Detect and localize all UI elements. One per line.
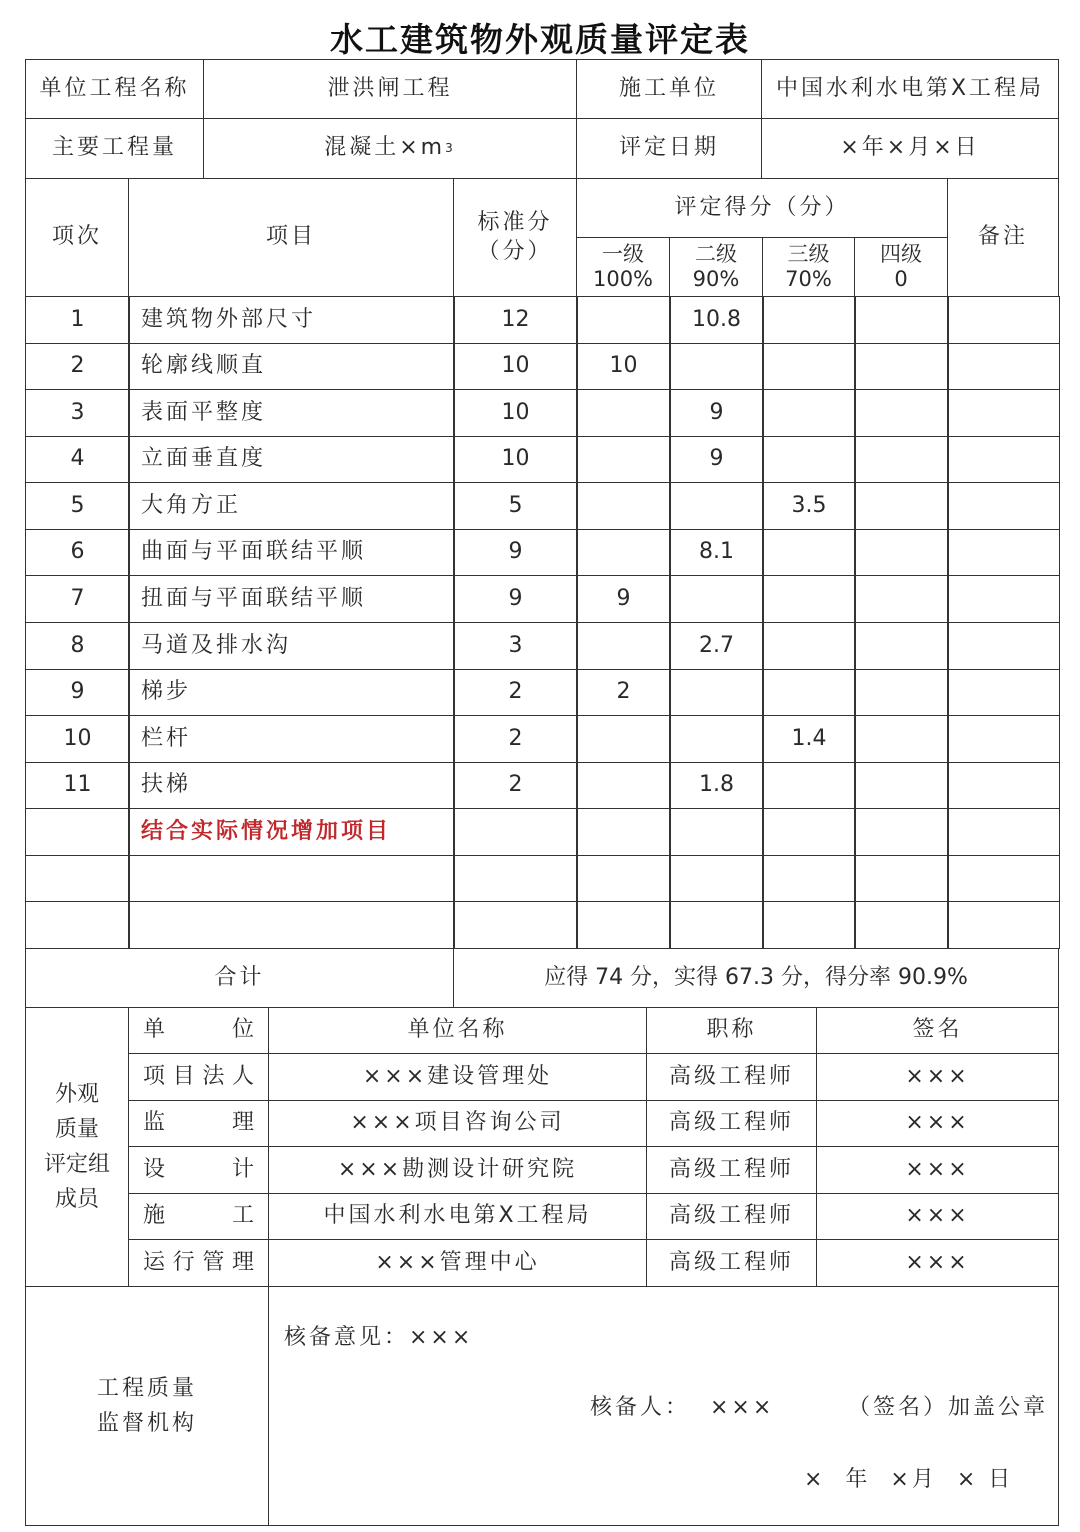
row-3-note-cell: [947, 389, 1060, 437]
member-role-char: 计: [231, 1156, 254, 1182]
row-11-g2-cell: 1.8: [669, 762, 764, 809]
row-10-g4-cell: [854, 715, 949, 763]
member-3-org: ×××勘测设计研究院: [268, 1146, 647, 1194]
row-11-note-cell: [947, 762, 1060, 809]
row-13-g4-cell: [854, 855, 949, 902]
col-grade4: [854, 237, 948, 297]
member-4-org: 中国水利水电第Ⅹ工程局: [268, 1193, 647, 1240]
quantity-unit-superscript: 3: [445, 140, 456, 155]
row-9-g2-cell: [669, 669, 764, 716]
row-1-item-cell: 建筑物外部尺寸: [128, 296, 455, 344]
col-grade1: [576, 237, 670, 297]
row-8-no-cell: 8: [25, 622, 130, 670]
row-12-std-cell: [453, 808, 578, 856]
member-4-sign: ×××: [816, 1193, 1059, 1240]
col-item: 项目: [128, 178, 454, 297]
row-5-std-cell: 5: [453, 482, 578, 530]
member-role-char: 目: [172, 1063, 195, 1089]
member-4-title: 高级工程师: [646, 1193, 817, 1240]
member-role-char: 行: [172, 1249, 195, 1275]
member-1-org: ×××建设管理处: [268, 1053, 647, 1101]
member-role-char: 项: [143, 1063, 166, 1089]
row-1-g3-cell: [762, 296, 856, 344]
row-8-std-cell: 3: [453, 622, 578, 670]
row-8-item-cell: 马道及排水沟: [128, 622, 455, 670]
row-1-g1-cell: [576, 296, 671, 344]
row-10-item-cell: 栏杆: [128, 715, 455, 763]
row-6-g1-cell: [576, 529, 671, 576]
row-6-no-cell: 6: [25, 529, 130, 576]
row-13-std-cell: [453, 855, 578, 902]
row-5-no-cell: 5: [25, 482, 130, 530]
row-9-item-cell: 梯步: [128, 669, 455, 716]
row-1-note-cell: [947, 296, 1060, 344]
row-13-g2-cell: [669, 855, 764, 902]
member-5-org: ×××管理中心: [268, 1239, 647, 1287]
row-9-g3-cell: [762, 669, 856, 716]
row-5-item-cell: 大角方正: [128, 482, 455, 530]
grade2-label: 二级: [695, 241, 737, 266]
member-role-char: 法: [202, 1063, 225, 1089]
row-14-note-cell: [947, 901, 1060, 949]
row-14-g4-cell: [854, 901, 949, 949]
row-9-no-cell: 9: [25, 669, 130, 716]
supervision-reviewer: 核备人： ×××: [590, 1395, 775, 1420]
row-4-g1-cell: [576, 436, 671, 483]
row-12-note-cell: [947, 808, 1060, 856]
row-10-note-cell: [947, 715, 1060, 763]
row-9-g4-cell: [854, 669, 949, 716]
member-2-org: ×××项目咨询公司: [268, 1100, 647, 1147]
row-14-g1-cell: [576, 901, 671, 949]
row-8-g4-cell: [854, 622, 949, 670]
row-4-no-cell: 4: [25, 436, 130, 483]
committee-label-1: 外观: [54, 1081, 99, 1107]
row-7-no-cell: 7: [25, 575, 130, 623]
contractor-label: 施工单位: [576, 59, 762, 119]
row-11-g4-cell: [854, 762, 949, 809]
row-1-g4-cell: [854, 296, 949, 344]
row-7-g1-cell: 9: [576, 575, 671, 623]
row-3-no-cell: 3: [25, 389, 130, 437]
quantity-label: 主要工程量: [25, 118, 204, 179]
supervision-date: × 年 ×月 × 日: [804, 1467, 1014, 1492]
member-1-title: 高级工程师: [646, 1053, 817, 1101]
committee-col-unit: [128, 1007, 269, 1054]
row-3-g3-cell: [762, 389, 856, 437]
row-13-no-cell: [25, 855, 130, 902]
row-6-g2-cell: 8.1: [669, 529, 764, 576]
member-1-role: [128, 1053, 269, 1101]
row-12-g3-cell: [762, 808, 856, 856]
member-3-sign: ×××: [816, 1146, 1059, 1194]
total-label: 合计: [25, 948, 454, 1008]
row-7-std-cell: 9: [453, 575, 578, 623]
date-value: ×年×月×日: [761, 118, 1059, 179]
row-10-g2-cell: [669, 715, 764, 763]
member-2-role: [128, 1100, 269, 1147]
row-3-item-cell: 表面平整度: [128, 389, 455, 437]
row-2-item-cell: 轮廓线顺直: [128, 343, 455, 390]
row-4-g2-cell: 9: [669, 436, 764, 483]
row-9-note-cell: [947, 669, 1060, 716]
col-no: 项次: [25, 178, 129, 297]
grade3-label: 三级: [787, 241, 830, 266]
supervision-label-1: 工程质量: [96, 1375, 197, 1401]
row-2-g3-cell: [762, 343, 856, 390]
row-11-item-cell: 扶梯: [128, 762, 455, 809]
form-title: 水工建筑物外观质量评定表: [330, 20, 750, 59]
grade4-pct: 0: [894, 267, 908, 291]
row-4-g3-cell: [762, 436, 856, 483]
member-4-role: [128, 1193, 269, 1240]
row-6-note-cell: [947, 529, 1060, 576]
row-12-no-cell: [25, 808, 130, 856]
row-8-g3-cell: [762, 622, 856, 670]
row-5-g4-cell: [854, 482, 949, 530]
member-5-sign: ×××: [816, 1239, 1059, 1287]
row-3-g1-cell: [576, 389, 671, 437]
row-7-g2-cell: [669, 575, 764, 623]
committee-label: [25, 1007, 129, 1287]
row-2-no-cell: 2: [25, 343, 130, 390]
row-13-g1-cell: [576, 855, 671, 902]
row-12-item-cell: 结合实际情况增加项目: [128, 808, 455, 856]
row-13-item-cell: [128, 855, 455, 902]
grade2-pct: 90%: [692, 267, 740, 291]
grade1-pct: 100%: [592, 267, 654, 291]
row-2-g2-cell: [669, 343, 764, 390]
row-3-std-cell: 10: [453, 389, 578, 437]
grade1-label: 一级: [602, 241, 644, 266]
row-2-g1-cell: 10: [576, 343, 671, 390]
row-12-g2-cell: [669, 808, 764, 856]
member-role-char: 监: [143, 1110, 166, 1136]
row-7-g3-cell: [762, 575, 856, 623]
member-2-sign: ×××: [816, 1100, 1059, 1147]
member-role-char: 运: [143, 1249, 166, 1275]
committee-col-title: 职称: [646, 1007, 817, 1054]
row-2-note-cell: [947, 343, 1060, 390]
member-role-char: 理: [231, 1249, 254, 1275]
col-standard-line2: （分）: [477, 238, 553, 264]
member-role-char: 设: [143, 1156, 166, 1182]
member-1-sign: ×××: [816, 1053, 1059, 1101]
row-6-std-cell: 9: [453, 529, 578, 576]
row-9-g1-cell: 2: [576, 669, 671, 716]
row-4-g4-cell: [854, 436, 949, 483]
committee-col-unit-a: 单: [143, 1017, 166, 1043]
row-6-item-cell: 曲面与平面联结平顺: [128, 529, 455, 576]
row-14-g3-cell: [762, 901, 856, 949]
col-grade3: [762, 237, 855, 297]
row-3-g4-cell: [854, 389, 949, 437]
row-4-note-cell: [947, 436, 1060, 483]
supervision-opinion: 核备意见：×××: [284, 1325, 474, 1350]
grade4-label: 四级: [880, 241, 922, 266]
grade3-pct: 70%: [785, 267, 832, 291]
row-6-g3-cell: [762, 529, 856, 576]
row-4-std-cell: 10: [453, 436, 578, 483]
row-1-g2-cell: 10.8: [669, 296, 764, 344]
row-11-std-cell: 2: [453, 762, 578, 809]
member-role-char: 管: [202, 1249, 225, 1275]
row-2-std-cell: 10: [453, 343, 578, 390]
row-8-note-cell: [947, 622, 1060, 670]
row-1-no-cell: 1: [25, 296, 130, 344]
committee-label-4: 成员: [54, 1187, 99, 1213]
row-7-item-cell: 扭面与平面联结平顺: [128, 575, 455, 623]
row-12-g4-cell: [854, 808, 949, 856]
row-7-note-cell: [947, 575, 1060, 623]
committee-label-2: 质量: [54, 1116, 99, 1142]
row-5-note-cell: [947, 482, 1060, 530]
committee-col-unit-name: 单位名称: [268, 1007, 647, 1054]
member-2-title: 高级工程师: [646, 1100, 817, 1147]
row-6-g4-cell: [854, 529, 949, 576]
row-13-g3-cell: [762, 855, 856, 902]
quantity-text: 混凝土×m: [324, 135, 446, 161]
row-9-std-cell: 2: [453, 669, 578, 716]
col-standard-line1: 标准分: [477, 209, 553, 235]
member-3-title: 高级工程师: [646, 1146, 817, 1194]
member-role-char: 工: [231, 1203, 254, 1229]
member-role-char: 理: [231, 1110, 254, 1136]
row-10-std-cell: 2: [453, 715, 578, 763]
row-5-g3-cell: 3.5: [762, 482, 856, 530]
row-11-g1-cell: [576, 762, 671, 809]
row-1-std-cell: 12: [453, 296, 578, 344]
committee-label-3: 评定组: [43, 1152, 110, 1177]
row-4-item-cell: 立面垂直度: [128, 436, 455, 483]
member-role-char: 人: [231, 1063, 254, 1089]
row-5-g1-cell: [576, 482, 671, 530]
member-role-char: 施: [143, 1203, 166, 1229]
row-14-item-cell: [128, 901, 455, 949]
quantity-value: [203, 118, 577, 179]
row-14-g2-cell: [669, 901, 764, 949]
row-14-std-cell: [453, 901, 578, 949]
row-12-g1-cell: [576, 808, 671, 856]
member-3-role: [128, 1146, 269, 1194]
contractor-value: 中国水利水电第Ⅹ工程局: [761, 59, 1059, 119]
row-5-g2-cell: [669, 482, 764, 530]
member-5-role: [128, 1239, 269, 1287]
date-label: 评定日期: [576, 118, 762, 179]
row-2-g4-cell: [854, 343, 949, 390]
committee-col-sign: 签名: [816, 1007, 1059, 1054]
row-10-no-cell: 10: [25, 715, 130, 763]
unit-name-label: 单位工程名称: [25, 59, 204, 119]
member-5-title: 高级工程师: [646, 1239, 817, 1287]
row-11-g3-cell: [762, 762, 856, 809]
row-8-g1-cell: [576, 622, 671, 670]
col-score-group: 评定得分（分）: [576, 178, 948, 238]
col-grade2: [669, 237, 763, 297]
row-14-no-cell: [25, 901, 130, 949]
supervision-label: [25, 1286, 269, 1526]
committee-col-unit-b: 位: [231, 1017, 254, 1043]
row-7-g4-cell: [854, 575, 949, 623]
row-10-g3-cell: 1.4: [762, 715, 856, 763]
col-standard: [453, 178, 577, 297]
row-10-g1-cell: [576, 715, 671, 763]
supervision-label-2: 监督机构: [96, 1411, 197, 1436]
row-8-g2-cell: 2.7: [669, 622, 764, 670]
unit-name-value: 泄洪闸工程: [203, 59, 577, 119]
row-13-note-cell: [947, 855, 1060, 902]
row-3-g2-cell: 9: [669, 389, 764, 437]
total-value: 应得 74 分，实得 67.3 分，得分率 90.9%: [453, 948, 1059, 1008]
row-11-no-cell: 11: [25, 762, 130, 809]
supervision-sign-note: （签名）加盖公章: [848, 1395, 1049, 1420]
col-remark: 备注: [947, 178, 1059, 297]
